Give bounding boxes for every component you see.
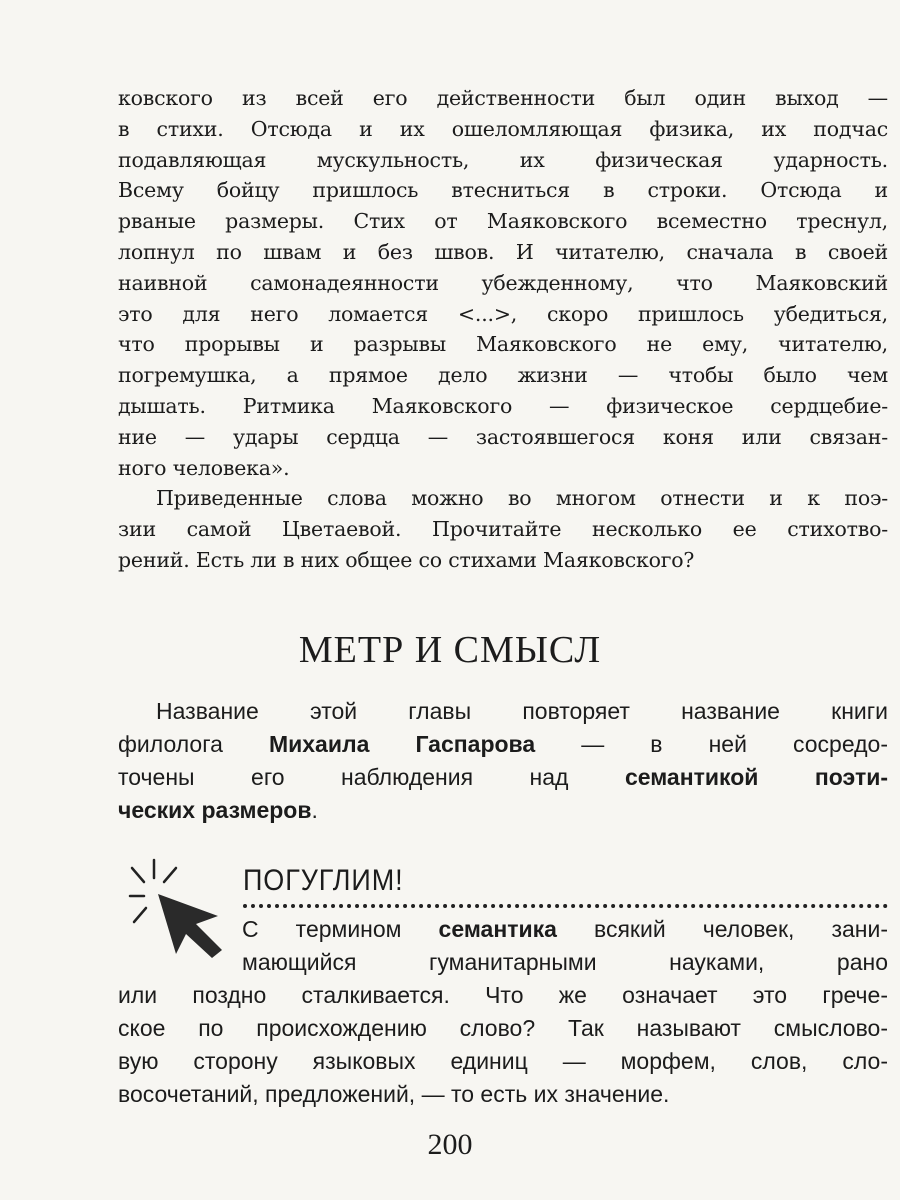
- text-segment: лопнул по швам и без швов. И читателю, сначала в своей: [118, 240, 888, 264]
- quote-paragraph-line: [118, 209, 888, 233]
- text-segment: что прорывы и разрывы Маяковского не ему, читателю,: [118, 332, 888, 357]
- text-segment: точены его наблюдения над: [118, 764, 625, 790]
- text-segment: С термином: [242, 916, 439, 942]
- google-box-paragraph-line: [118, 982, 888, 1009]
- text-segment: ного человека».: [118, 455, 290, 480]
- text-segment: .: [311, 797, 318, 823]
- quote-paragraph-line: [118, 240, 888, 264]
- page-number: 200: [427, 1128, 473, 1161]
- quote-paragraph-line: [118, 456, 888, 480]
- quote-paragraph-line: [118, 302, 888, 326]
- quote-paragraph-line: [118, 271, 888, 295]
- quote-paragraph-line: [118, 394, 888, 418]
- text-segment: ковского из всей его действенности был один выход —: [118, 86, 888, 110]
- text-segment: восочетаний, предложений, — то есть их значение.: [118, 1081, 670, 1107]
- text-segment: вую сторону языковых единиц — морфем, слов, сло-: [118, 1048, 888, 1074]
- quote-paragraph-line: [118, 86, 888, 110]
- text-segment: филолога: [118, 731, 269, 757]
- text-segment: ние — удары сердца — застоявшегося коня или связан-: [118, 424, 888, 449]
- text-segment: в стихи. Отсюда и их ошеломляющая физика, их подчас: [118, 116, 888, 141]
- chapter-intro-paragraph-line: [118, 797, 888, 824]
- google-box-paragraph-line: [242, 949, 888, 976]
- quote-paragraph-line: [118, 363, 888, 387]
- cursor-click-icon: [128, 858, 228, 958]
- chapter-intro-paragraph-line: [118, 764, 888, 791]
- text-segment: Название этой главы повторяет название книги: [156, 698, 888, 724]
- text-segment: рваные размеры. Стих от Маяковского всеместно треснул,: [118, 209, 888, 234]
- bold-term: Михаила Гаспарова: [268, 731, 536, 757]
- assignment-paragraph-line: [156, 486, 888, 510]
- text-segment: всякий человек, зани-: [556, 916, 888, 942]
- text-segment: дышать. Ритмика Маяковского — физическое сердцебие-: [118, 394, 888, 418]
- bold-term: семантикой поэти-: [624, 764, 889, 790]
- text-segment: Всему бойцу пришлось втесниться в строки. Отсюда и: [118, 178, 888, 203]
- google-box-title: ПОГУГЛИМ!: [243, 864, 404, 897]
- text-segment: зии самой Цветаевой. Прочитайте несколько ее стихотво-: [118, 516, 888, 541]
- text-segment: мающийся гуманитарными науками, рано: [242, 949, 888, 975]
- google-box-paragraph-line: [118, 1081, 888, 1108]
- assignment-paragraph-line: [118, 548, 888, 572]
- quote-paragraph-line: [118, 178, 888, 202]
- bold-term: ческих размеров: [118, 797, 312, 823]
- text-segment: наивной самонадеянности убежденному, что Маяковский: [118, 270, 888, 295]
- text-segment: — в ней сосредо-: [535, 731, 888, 757]
- text-segment: Приведенные слова можно во многом отнести и к поэ-: [156, 486, 888, 510]
- quote-paragraph-line: [118, 148, 888, 172]
- section-heading: МЕТР И СМЫСЛ: [298, 629, 602, 671]
- text-segment: или поздно сталкивается. Что же означает это грече-: [118, 982, 888, 1008]
- text-segment: это для него ломается <...>, скоро пришлось убедиться,: [118, 301, 888, 326]
- chapter-intro-paragraph-line: [118, 731, 888, 758]
- bold-term: семантика: [438, 916, 557, 942]
- google-box-paragraph-line: [118, 1048, 888, 1075]
- google-box-paragraph-line: [118, 1015, 888, 1042]
- assignment-paragraph-line: [118, 517, 888, 541]
- text-segment: подавляющая мускульность, их физическая ударность.: [118, 147, 888, 172]
- text-segment: погремушка, а прямое дело жизни — чтобы было чем: [118, 363, 888, 388]
- quote-paragraph-line: [118, 425, 888, 449]
- chapter-intro-paragraph-line: [156, 698, 888, 725]
- text-segment: ское по происхождению слово? Так называют смыслово-: [118, 1015, 888, 1041]
- quote-paragraph-line: [118, 332, 888, 356]
- dotted-divider: [243, 904, 888, 908]
- quote-paragraph-line: [118, 117, 888, 141]
- google-box-paragraph-line: [242, 916, 888, 943]
- text-segment: рений. Есть ли в них общее со стихами Маяковского?: [118, 547, 695, 572]
